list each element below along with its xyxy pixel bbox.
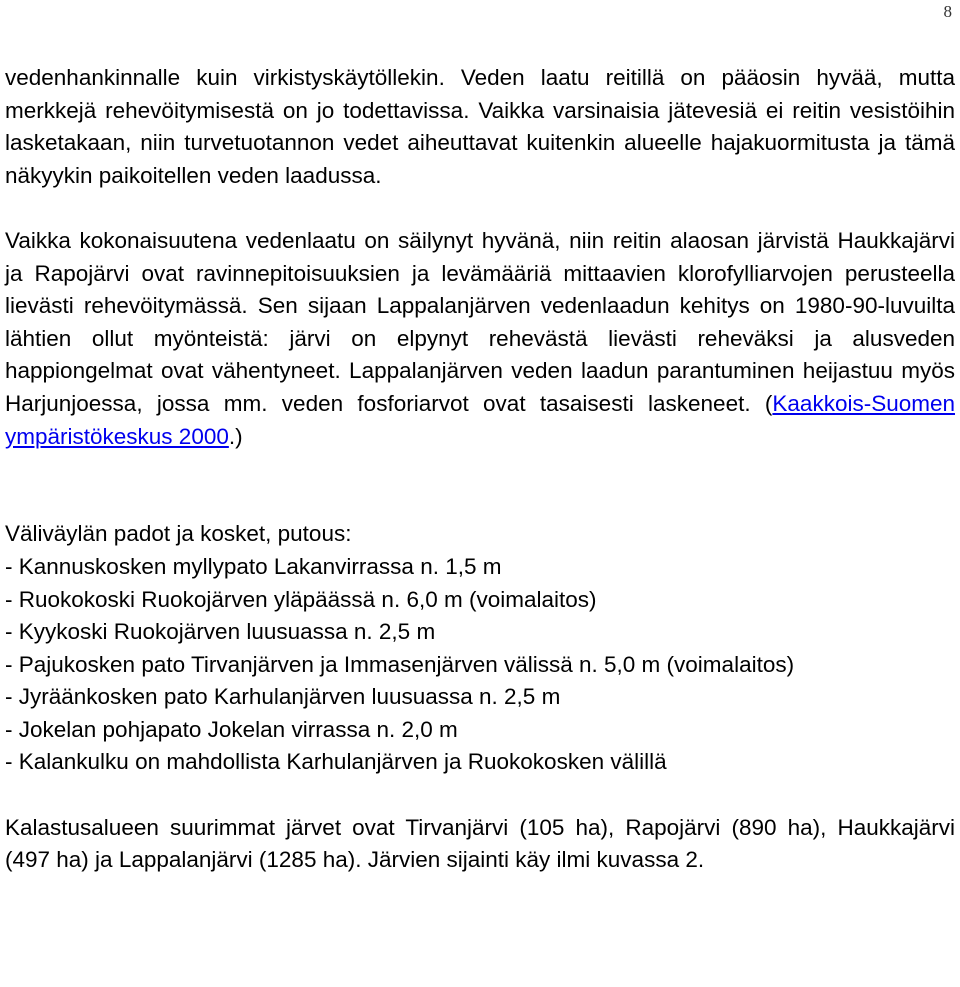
- dams-list: [5, 551, 955, 779]
- dams-heading: Väliväylän padot ja kosket, putous:: [5, 521, 352, 547]
- list-item: - Ruokokoski Ruokojärven yläpäässä n. 6,0 m (voimalaitos): [5, 586, 597, 612]
- dams-section: [5, 518, 955, 779]
- paragraph-eutrophication-tail: .): [228, 423, 243, 449]
- document-body: [5, 62, 955, 877]
- page-number: 8: [943, 2, 952, 21]
- paragraph-eutrophication: [5, 225, 955, 453]
- list-item: - Pajukosken pato Tirvanjärven ja Immasenjärven välissä n. 5,0 m (voimalaitos): [5, 651, 795, 677]
- list-item: - Jyräänkosken pato Karhulanjärven luusuassa n. 2,5 m: [5, 684, 561, 710]
- list-item: - Kyykoski Ruokojärven luusuassa n. 2,5 m: [5, 619, 436, 645]
- paragraph-water-quality: vedenhankinnalle kuin virkistyskäytöllekin. Veden laatu reitillä on pääosin hyvää, mutta merkkejä rehevöitymisestä on jo todettavissa. Vaikka varsinaisia jätevesiä ei reitin vesistöihin lasketakaan, niin turvetuotannon vedet aiheuttavat kuitenkin alueelle hajakuormitusta ja tämä näkyykin paikoitellen veden laadussa.: [5, 65, 955, 188]
- paragraph-eutrophication-text: Vaikka kokonaisuutena vedenlaatu on säilynyt hyvänä, niin reitin alaosan järvistä Haukkajärvi ja Rapojärvi ovat ravinnepitoisuuksien ja levämääriä mittaavien klorofylliarvojen perusteella lievästi rehevöitymässä. Sen sijaan Lappalanjärven vedenlaadun kehitys on 1980-90-luvuilta lähtien ollut myönteistä: järvi on elpynyt rehevästä lievästi reheväksi ja alusveden happiongelmat ovat vähentyneet. Lappalanjärven veden laadun parantuminen heijastuu myös Harjunjoessa, jossa mm. veden fosforiarvot ovat tasaisesti laskeneet. (: [5, 227, 955, 416]
- list-item: - Jokelan pohjapato Jokelan virrassa n. 2,0 m: [5, 716, 458, 742]
- paragraph-lakes: Kalastusalueen suurimmat järvet ovat Tirvanjärvi (105 ha), Rapojärvi (890 ha), Haukkajärvi (497 ha) ja Lappalanjärvi (1285 ha). Järvien sijainti käy ilmi kuvassa 2.: [5, 814, 955, 873]
- source-link[interactable]: Kaakkois-Suomen ympäristökeskus 2000: [5, 390, 955, 449]
- list-item: - Kalankulku on mahdollista Karhulanjärven ja Ruokokosken välillä: [5, 749, 667, 775]
- list-item: - Kannuskosken myllypato Lakanvirrassa n. 1,5 m: [5, 553, 502, 579]
